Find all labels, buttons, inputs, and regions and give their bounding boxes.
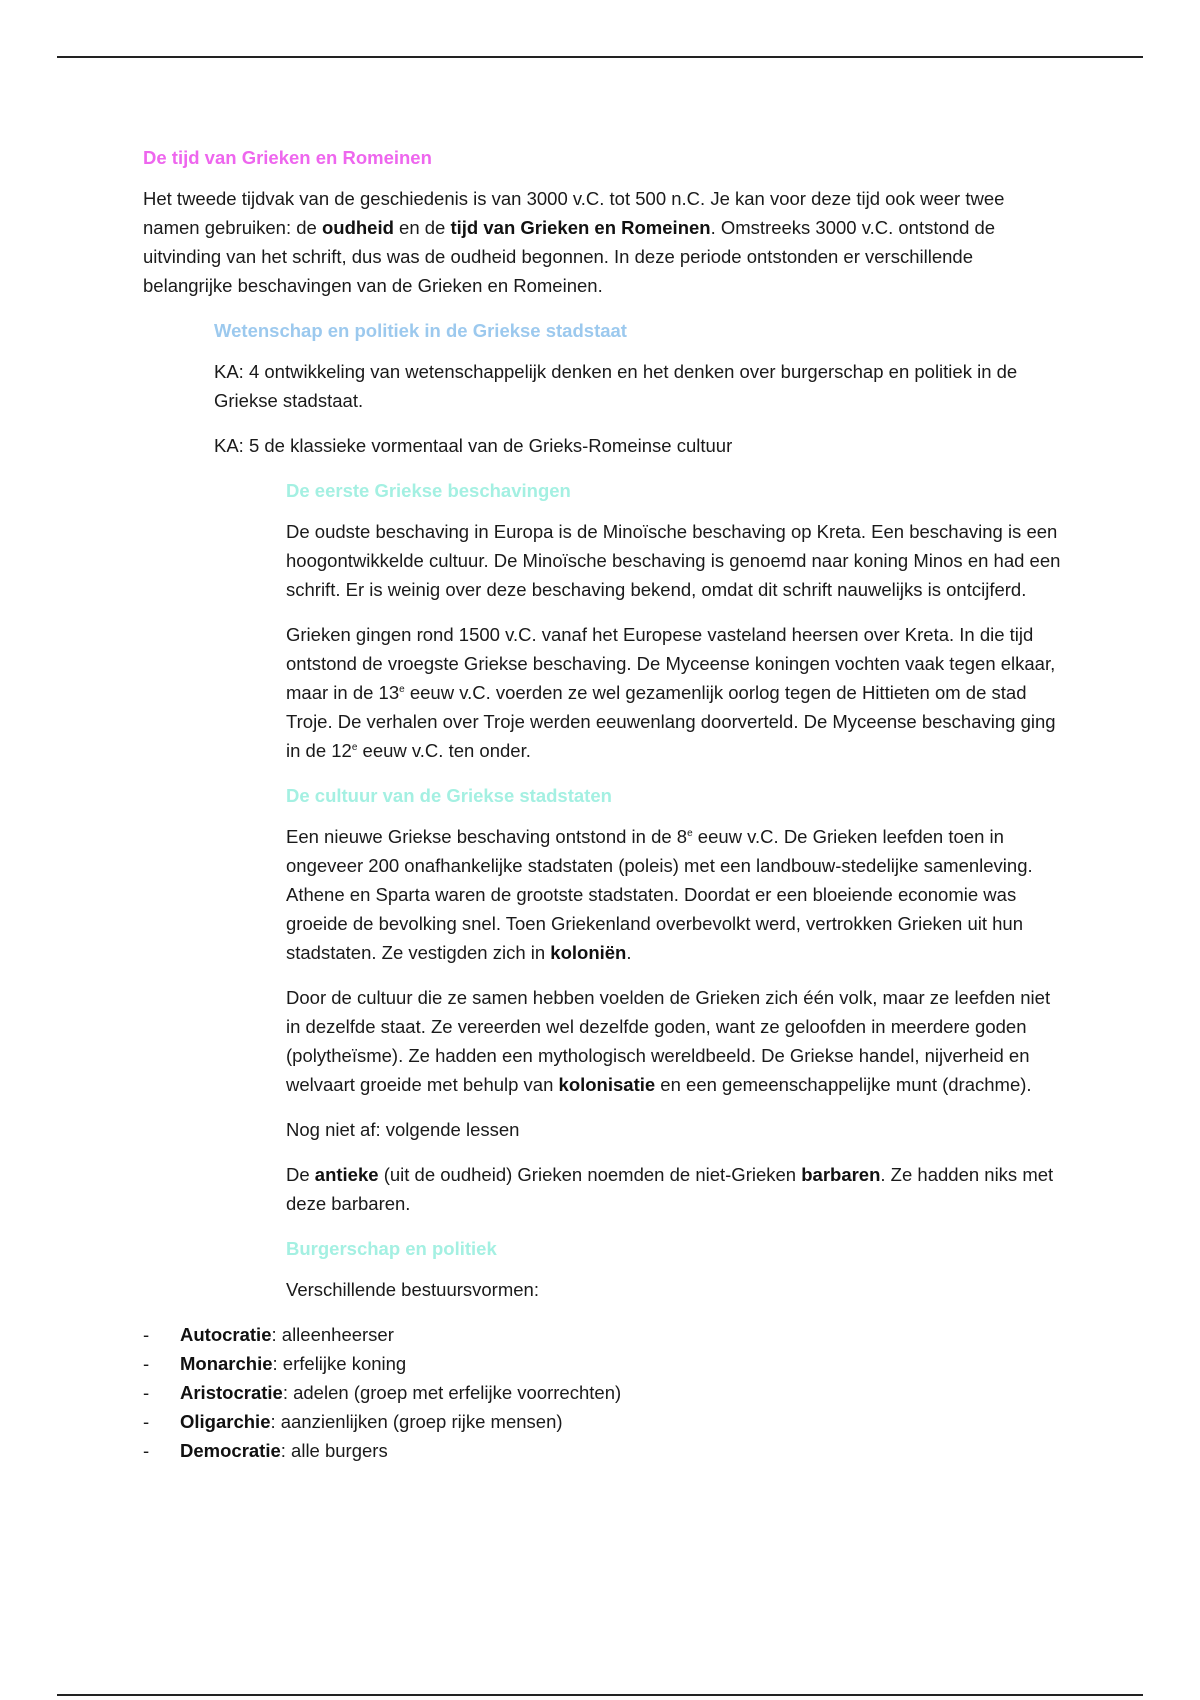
bullet-dash: - [143, 1411, 150, 1432]
myceense-text-3: eeuw v.C. ten onder. [357, 740, 531, 761]
list-item [143, 1349, 1063, 1378]
bold-antieke: antieke [314, 1164, 379, 1185]
list-item [143, 1378, 1063, 1407]
bullet-dash: - [143, 1440, 150, 1461]
list-item-term: Monarchie [180, 1353, 273, 1374]
list-item-desc: : aanzienlijken (groep rijke mensen) [270, 1411, 563, 1432]
barbaren-text-3: . Ze hadden niks met deze barbaren. [286, 1164, 1054, 1214]
bullet-dash: - [143, 1353, 150, 1374]
list-item-desc: : alle burgers [280, 1440, 388, 1461]
footer-rule [57, 1694, 1143, 1696]
superscript-e: e [351, 742, 358, 753]
list-item-term: Autocratie [180, 1324, 272, 1345]
intro-text-1: Het tweede tijdvak van de geschiedenis is van 3000 v.C. tot 500 n.C. Je kan voor deze tijd ook weer twee namen gebruiken: de [143, 188, 1005, 238]
ka4-paragraph: KA: 4 ontwikkeling van wetenschappelijk denken en het denken over burgerschap en politiek in de Griekse stadstaat. [214, 361, 1018, 411]
list-item-term: Oligarchie [180, 1411, 271, 1432]
stadstaten-text-2: eeuw v.C. De Grieken leefden toen in ongeveer 200 onafhankelijke stadstaten (poleis) met een landbouw-stedelijke samenleving. Athene en Sparta waren de grootste stadstaten. Doordat er een bloeiende economie was groeide de bevolking snel. Toen Griekenland overbevolkt werd, vertrokken Grieken uit hun stadstaten. Ze vestigden zich in [286, 826, 1033, 963]
section-heading-burgerschap: Burgerschap en politiek [286, 1238, 497, 1259]
document-body [143, 143, 1063, 1465]
intro-bold-oudheid: oudheid [321, 217, 394, 238]
bold-kolonisatie: kolonisatie [558, 1074, 656, 1095]
intro-paragraph [143, 184, 1063, 300]
volk-text-1: Door de cultuur die ze samen hebben voelden de Grieken zich één volk, maar ze leefden niet in dezelfde staat. Ze vereerden wel dezelfde goden, want ze geloofden in meerdere goden (polytheïsme). Ze hadden een mythologisch wereldbeeld. De Griekse handel, nijverheid en welvaart groeide met behulp van [286, 987, 1051, 1095]
ka5-paragraph: KA: 5 de klassieke vormentaal van de Grieks-Romeinse cultuur [214, 435, 733, 456]
list-item-desc: : erfelijke koning [272, 1353, 407, 1374]
document-title: De tijd van Grieken en Romeinen [143, 147, 432, 168]
myceense-paragraph [286, 620, 1063, 765]
intro-bold-tijdvak: tijd van Grieken en Romeinen [450, 217, 711, 238]
bullet-dash: - [143, 1324, 150, 1345]
todo-note: Nog niet af: volgende lessen [286, 1119, 520, 1140]
section-heading-eerste-beschavingen: De eerste Griekse beschavingen [286, 480, 571, 501]
bold-barbaren: barbaren [801, 1164, 881, 1185]
list-item [143, 1436, 1063, 1465]
list-item [143, 1320, 1063, 1349]
myceense-text-2: eeuw v.C. voerden ze wel gezamenlijk oorlog tegen de Hittieten om de stad Troje. De verhalen over Troje werden eeuwenlang doorverteld. De Myceense beschaving ging in de 12 [286, 682, 1056, 761]
list-item-term: Democratie [180, 1440, 281, 1461]
bold-kolonien: koloniën [550, 942, 627, 963]
barbaren-text-1: De [286, 1164, 315, 1185]
volk-paragraph [286, 983, 1063, 1099]
header-rule [57, 56, 1143, 58]
intro-text-2: en de [393, 217, 451, 238]
section-heading-wetenschap: Wetenschap en politiek in de Griekse stadstaat [214, 320, 627, 341]
list-item [143, 1407, 1063, 1436]
section-heading-cultuur-stadstaten: De cultuur van de Griekse stadstaten [286, 785, 612, 806]
superscript-e: e [687, 828, 693, 839]
bestuursvormen-intro: Verschillende bestuursvormen: [286, 1279, 539, 1300]
volk-text-2: en een gemeenschappelijke munt (drachme). [655, 1074, 1032, 1095]
barbaren-text-2: (uit de oudheid) Grieken noemden de niet-Grieken [378, 1164, 802, 1185]
barbaren-paragraph [286, 1160, 1063, 1218]
stadstaten-text-3: . [626, 942, 632, 963]
bestuursvormen-list [143, 1320, 1063, 1465]
list-item-desc: : alleenheerser [271, 1324, 394, 1345]
myceense-text-1: Grieken gingen rond 1500 v.C. vanaf het Europese vasteland heersen over Kreta. In die tijd ontstond de vroegste Griekse beschaving. De Myceense koningen vochten vaak tegen elkaar, maar in de 13 [286, 624, 1056, 703]
minoische-paragraph: De oudste beschaving in Europa is de Minoïsche beschaving op Kreta. Een beschaving is een hoogontwikkelde cultuur. De Minoïsche beschaving is genoemd naar koning Minos en had een schrift. Er is weinig over deze beschaving bekend, omdat dit schrift nauwelijks is ontcijferd. [286, 521, 1061, 600]
list-item-term: Aristocratie [180, 1382, 283, 1403]
bullet-dash: - [143, 1382, 150, 1403]
stadstaten-text-1: Een nieuwe Griekse beschaving ontstond in de 8 [286, 826, 688, 847]
superscript-e: e [399, 684, 405, 695]
intro-text-3: . Omstreeks 3000 v.C. ontstond de uitvinding van het schrift, dus was de oudheid begonnen. In deze periode ontstonden er verschillende belangrijke beschavingen van de Grieken en Romeinen. [143, 217, 996, 296]
stadstaten-paragraph [286, 822, 1063, 967]
list-item-desc: : adelen (groep met erfelijke voorrechten) [282, 1382, 622, 1403]
